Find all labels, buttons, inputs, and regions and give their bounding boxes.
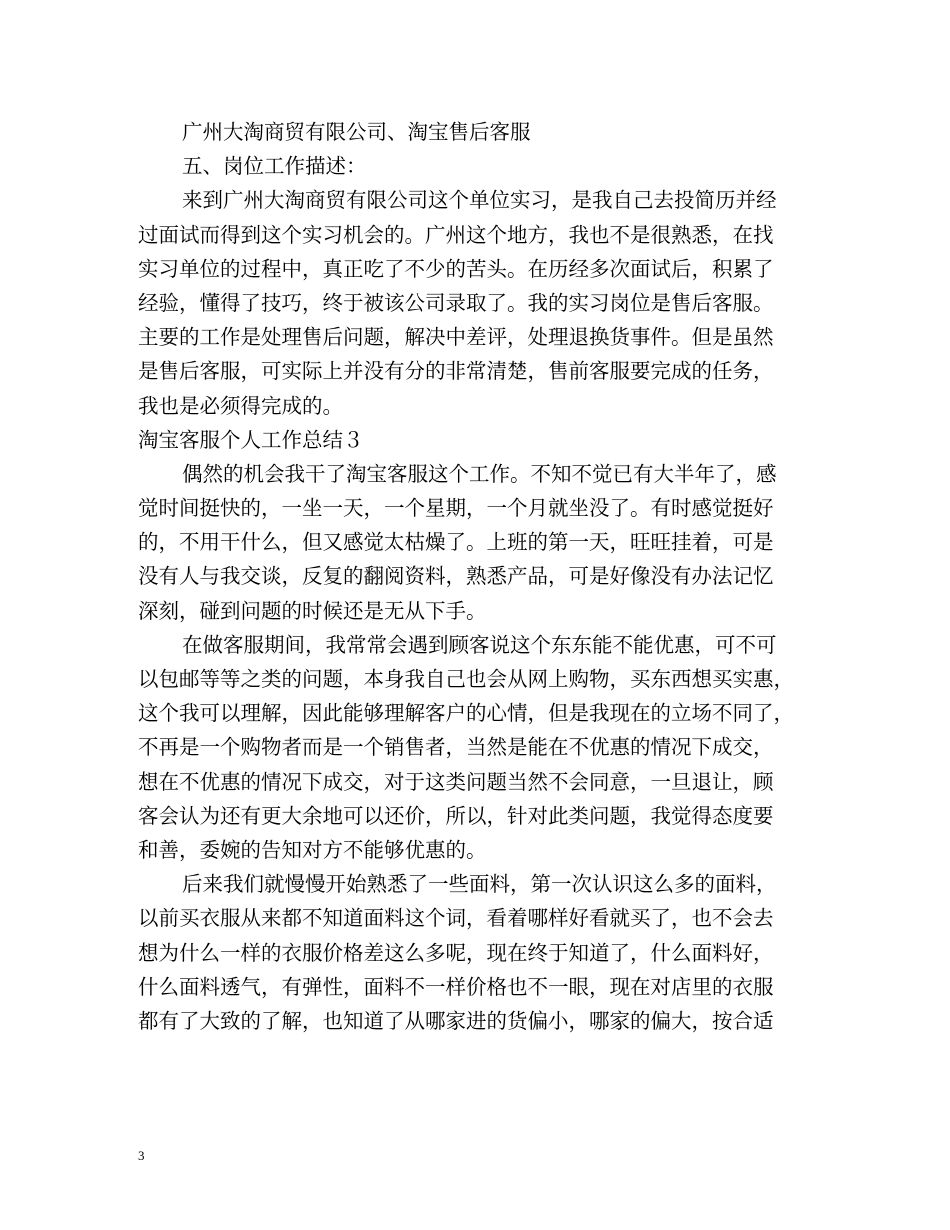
- paragraph-line: 和善，委婉的告知对方不能够优惠的。: [138, 837, 487, 862]
- paragraph-line: 后来我们就慢慢开始熟悉了一些面料，第一次认识这么多的面料，: [182, 872, 777, 897]
- paragraph-line: 觉时间挺快的，一坐一天，一个星期，一个月就坐没了。有时感觉挺好: [138, 496, 774, 521]
- paragraph-line: 客会认为还有更大余地可以还价，所以，针对此类问题，我觉得态度要: [138, 803, 774, 828]
- paragraph-line: 广州大淘商贸有限公司、淘宝售后客服: [182, 120, 531, 144]
- paragraph-line: 深刻，碰到问题的时候还是无从下手。: [138, 598, 487, 623]
- document-body: [138, 115, 828, 1038]
- paragraph-line: 想在不优惠的情况下成交，对于这类问题当然不会同意，一旦退让，顾: [138, 769, 774, 794]
- paragraph-line: 过面试而得到这个实习机会的。广州这个地方，我也不是很熟悉，在找: [138, 222, 774, 247]
- page-number: 3: [138, 1148, 145, 1163]
- paragraph-line: 不再是一个购物者而是一个销售者，当然是能在不优惠的情况下成交，: [138, 735, 774, 760]
- paragraph-line: 是售后客服，可实际上并没有分的非常清楚，售前客服要完成的任务，: [138, 359, 774, 384]
- paragraph-line: 以前买衣服从来都不知道面料这个词，看着哪样好看就买了，也不会去: [138, 906, 774, 931]
- paragraph-line: 都有了大致的了解，也知道了从哪家进的货偏小，哪家的偏大，按合适: [138, 1008, 774, 1033]
- paragraph-line: 什么面料透气，有弹性，面料不一样价格也不一眼，现在对店里的衣服: [138, 974, 774, 999]
- section-heading: 五、岗位工作描述：: [182, 154, 367, 179]
- paragraph-line: 来到广州大淘商贸有限公司这个单位实习，是我自己去投简历并经: [182, 188, 777, 213]
- section-title: 淘宝客服个人工作总结３: [138, 427, 364, 452]
- paragraph-line: 的，不用干什么，但又感觉太枯燥了。上班的第一天，旺旺挂着，可是: [138, 530, 774, 555]
- paragraph-line: 我也是必须得完成的。: [138, 393, 343, 418]
- paragraph-line: 经验，懂得了技巧，终于被该公司录取了。我的实习岗位是售后客服。: [138, 290, 774, 315]
- paragraph-line: 实习单位的过程中，真正吃了不少的苦头。在历经多次面试后，积累了: [138, 256, 774, 281]
- paragraph-line: 这个我可以理解，因此能够理解客户的心情，但是我现在的立场不同了，: [138, 701, 794, 726]
- paragraph-line: 主要的工作是处理售后问题，解决中差评，处理退换货事件。但是虽然: [138, 325, 774, 350]
- paragraph-line: 以包邮等等之类的问题，本身我自己也会从网上购物，买东西想买实惠，: [138, 667, 794, 691]
- paragraph-line: 偶然的机会我干了淘宝客服这个工作。不知不觉已有大半年了，感: [182, 461, 777, 486]
- paragraph-line: 没有人与我交谈，反复的翻阅资料，熟悉产品，可是好像没有办法记忆: [138, 564, 774, 589]
- paragraph-line: 想为什么一样的衣服价格差这么多呢，现在终于知道了，什么面料好，: [138, 940, 774, 965]
- paragraph-line: 在做客服期间，我常常会遇到顾客说这个东东能不能优惠，可不可: [182, 632, 777, 657]
